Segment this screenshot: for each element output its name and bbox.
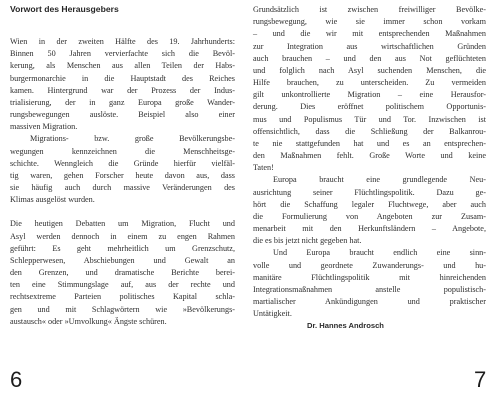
text-line: sie häufig auch durch massive Veränderungen des	[10, 183, 235, 193]
text-line: offensichtlich, dass die Schließung der Balkanrou-	[253, 126, 486, 136]
text-line: Grundsätzlich ist zwischen freiwilliger Bevölke-	[253, 5, 486, 14]
text-line: austausch« oder »Umvolkung« Ängste schüren.	[10, 316, 167, 326]
text-line: gilt unkontrollierte Migration – eine Herausfor-	[253, 90, 486, 100]
text-line: Integrationsmaßnahmen anstelle populistisch-	[253, 284, 486, 294]
text-line: schichte. Wenngleich die Gründe hierfür vielfäl-	[10, 158, 235, 168]
text-line: den Maßnahmen fehlt. Große Worte und keine	[253, 151, 486, 161]
text-line: menarbeit mit den Herkunftsländern – Angebote,	[253, 224, 486, 234]
author-signature: Dr. Hannes Androsch	[307, 321, 384, 330]
text-line: gen und mit Schlagwörtern wie »Bevölkerungs-	[10, 304, 235, 314]
text-line: die es bis jetzt nicht gegeben hat.	[253, 236, 362, 246]
text-line: kamen. Hintergrund war der Prozess der Indus-	[10, 85, 235, 95]
text-line: Europa braucht eine grundlegende Neu-	[273, 175, 486, 185]
text-line: trialisierung, der in ganz Europa große Wander-	[10, 97, 235, 107]
text-line: manitäre Flüchtlingspolitik mit hinreichenden	[253, 272, 486, 282]
text-line: ten eine Stimmungslage auf, aus der rechte und	[10, 280, 235, 290]
text-line: rungsbewegungen auslöste. Beispiel also einer	[10, 110, 235, 120]
text-line: Schlepperwesen, Abschiebungen und Gewalt an	[10, 255, 235, 265]
text-line: rungsbewegung, wie sie immer schon vorkam	[253, 17, 486, 27]
text-line: burgermonarchie in die Hauptstadt des Reiches	[10, 73, 235, 83]
text-line: auch brauchen – und den aus Not geflüchteten	[253, 53, 486, 63]
text-line: martialischer Ankündigungen und praktischer	[253, 297, 486, 307]
text-line: den Grenzen, und dramatische Berichte berei-	[10, 268, 235, 278]
text-line: volle und geordnete Zuwanderungs- und hu-	[253, 260, 486, 270]
preface-heading: Vorwort des Herausgebers	[10, 4, 119, 14]
text-line: Die heutigen Debatten um Migration, Flucht und	[10, 219, 235, 229]
right-body-text	[253, 4, 486, 320]
text-line: ausrichtung seiner Flüchtlingspolitik. Dazu ge-	[253, 187, 486, 197]
text-line: Binnen 50 Jahren vervierfachte sich die Bevöl-	[10, 49, 235, 59]
text-line: massiven Migration.	[10, 122, 78, 132]
text-line: Migrations- bzw. große Bevölkerungsbe-	[30, 134, 235, 144]
text-line: – und die wir mit entsprechenden Maßnahmen	[253, 29, 486, 39]
text-line: mus und Populismus Tür und Tor. Inzwischen ist	[253, 114, 486, 124]
text-line: zur Integration aus wirtschaftlichen Gründen	[253, 41, 486, 51]
text-line: Untätigkeit.	[253, 309, 292, 319]
page-number-right: 7	[474, 367, 487, 392]
text-line: Klimas ausgelöst wurden.	[10, 195, 95, 205]
text-line: kerung, als Menschen aus allen Teilen der Habs-	[10, 61, 235, 71]
text-line: Und Europa braucht endlich eine sinn-	[273, 248, 486, 258]
text-line: und folglich nach Asyl suchenden Menschen, die	[253, 65, 486, 75]
text-line: hört die Schaffung legaler Fluchtwege, aber auch	[253, 199, 486, 209]
paragraph-gap	[10, 206, 235, 218]
text-line: Asyl werden dennoch in einem zu engen Rahmen	[10, 231, 235, 241]
left-body-text	[10, 36, 235, 328]
text-line: geführt: Es geht mehrheitlich um Grenzschutz,	[10, 243, 235, 253]
text-line: Taten!	[253, 163, 274, 173]
text-line: rechtsextreme Parteien politisches Kapital schla-	[10, 292, 235, 302]
text-line: derung. Dies eröffnet politischem Opportunis-	[253, 102, 486, 112]
text-line: wegungen kennzeichnen die Menschheitsge-	[10, 146, 235, 156]
text-line: tig waren, gehen Forscher heute davon aus, dass	[10, 170, 235, 180]
page-number-left: 6	[10, 367, 23, 392]
text-line: te nie stattgefunden hat und es an entsprechen-	[253, 138, 486, 148]
text-line: die Formulierung von Angeboten zur Zusam-	[253, 211, 486, 221]
text-line: Hilfe brauchen, zu unterscheiden. Zu vermeiden	[253, 78, 486, 88]
text-line: Wien in der zweiten Hälfte des 19. Jahrhunderts:	[10, 37, 235, 46]
